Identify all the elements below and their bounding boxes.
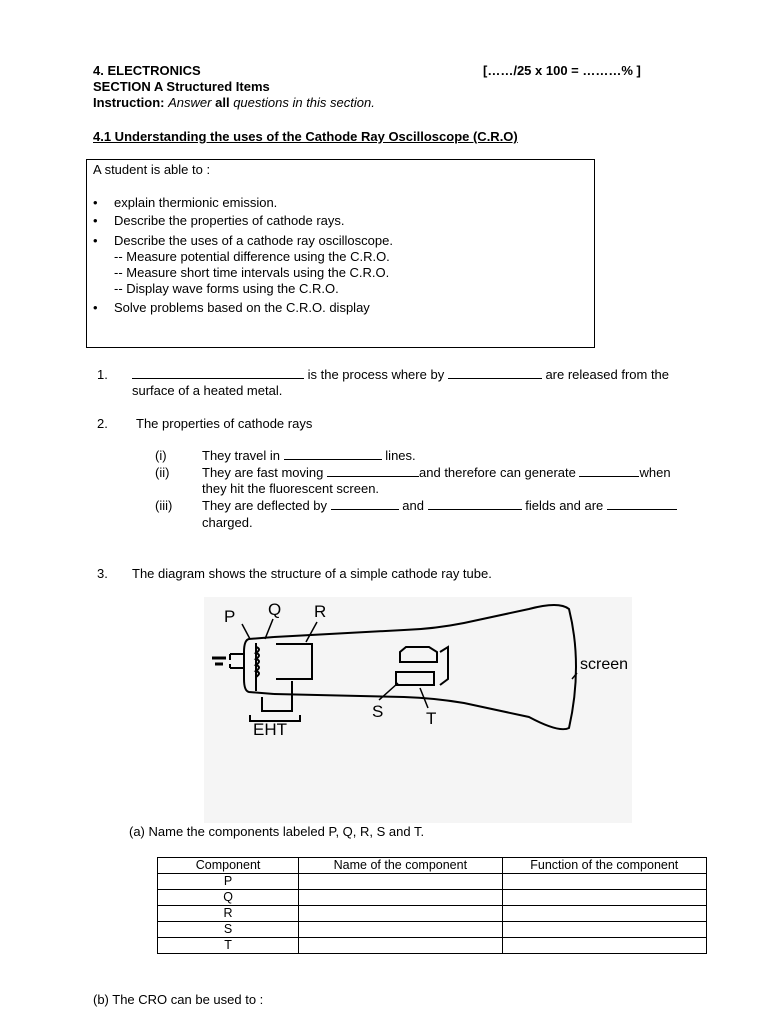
label-p: P [224,607,236,626]
q2-item-iii [202,498,677,513]
label-s: S [372,702,384,721]
q3-part-b: (b) The CRO can be used to : [93,992,264,1007]
instruction-text-1: Answer [168,95,212,110]
q2-iii-text-c: fields and are [525,498,604,513]
deflection-plate-top [400,647,437,662]
leader-p [242,624,250,639]
topic-heading: 4.1 Understanding the uses of the Cathode Ray Oscilloscope (C.R.O) [93,129,518,144]
answer-cell[interactable] [502,890,706,906]
instruction-label: Instruction: [93,95,165,110]
q2-stem: The properties of cathode rays [136,416,313,431]
q3-number: 3. [97,566,108,581]
answer-blank[interactable] [448,367,542,379]
table-header: Function of the component [502,858,706,874]
anode-cylinder [276,644,312,679]
objectives-box [86,159,595,348]
battery-icon [212,658,226,664]
instruction-text-2: questions in this section. [233,95,375,110]
bullet-dot: • [93,213,98,228]
objective-item: Solve problems based on the C.R.O. display [114,300,370,315]
label-screen: screen [580,656,629,673]
instruction-bold: all [215,95,230,110]
q2-item-label: (ii) [155,465,170,480]
answer-blank[interactable] [428,498,522,510]
leader-q [265,619,273,639]
cathode-ray-tube-diagram [204,597,632,823]
label-q: Q [268,600,282,619]
answer-blank[interactable] [607,498,677,510]
bullet-dot: • [93,233,98,248]
answer-blank[interactable] [579,465,639,477]
table-row [158,938,707,954]
q2-ii-text-b: and therefore can generate [419,465,576,480]
objectives-intro: A student is able to : [93,162,211,177]
answer-cell[interactable] [299,906,502,922]
table-row [158,890,707,906]
leader-r [306,622,317,642]
q2-item-label: (iii) [155,498,173,513]
component-cell: T [158,938,299,954]
score-box: [……/25 x 100 = ………% ] [483,63,641,78]
answer-cell[interactable] [299,874,502,890]
q2-iii-text-d: charged. [202,515,253,530]
component-cell: P [158,874,299,890]
component-table [157,857,707,954]
answer-cell[interactable] [502,938,706,954]
q1-text-c: surface of a heated metal. [132,383,283,398]
answer-blank[interactable] [331,498,399,510]
objective-item: Describe the properties of cathode rays. [114,213,345,228]
q1-line [132,367,669,382]
answer-cell[interactable] [502,906,706,922]
q2-ii-text-d: they hit the fluorescent screen. [202,481,380,496]
answer-cell[interactable] [299,890,502,906]
component-cell: S [158,922,299,938]
label-eht: EHT [253,720,287,739]
q2-item-label: (i) [155,448,167,463]
answer-blank[interactable] [132,367,304,379]
q3-stem: The diagram shows the structure of a simple cathode ray tube. [132,566,492,581]
answer-cell[interactable] [502,874,706,890]
q2-number: 2. [97,416,108,431]
q2-i-text-b: lines. [385,448,416,463]
q2-iii-text-b: and [402,498,424,513]
objective-item: Describe the uses of a cathode ray oscilloscope. [114,233,393,248]
q1-text-a: is the process where by [307,367,445,382]
deflection-plate-bottom [396,672,434,685]
q1-text-b: are released from the [545,367,670,382]
table-header-row [158,858,707,874]
q2-i-text-a: They travel in [202,448,281,463]
answer-cell[interactable] [502,922,706,938]
bullet-dot: • [93,300,98,315]
filament-wires [230,654,244,668]
table-header: Component [158,858,299,874]
unit-title: 4. ELECTRONICS [93,63,201,78]
q3-part-a: (a) Name the components labeled P, Q, R, S and T. [129,824,425,839]
tube-lower-wall [274,667,576,729]
table-header: Name of the component [299,858,502,874]
crt-drawing [204,597,632,823]
answer-cell[interactable] [299,922,502,938]
label-t: T [426,709,437,728]
component-cell: Q [158,890,299,906]
q2-ii-text-a: They are fast moving [202,465,324,480]
table-row [158,874,707,890]
instruction-line [93,95,375,110]
objective-subitem: -- Measure short time intervals using the C.R.O. [114,265,390,280]
table-row [158,922,707,938]
answer-cell[interactable] [299,938,502,954]
answer-blank[interactable] [284,448,382,460]
component-cell: R [158,906,299,922]
objective-item: explain thermionic emission. [114,195,278,210]
table-row [158,906,707,922]
bullet-dot: • [93,195,98,210]
q2-iii-text-a: They are deflected by [202,498,328,513]
section-title: SECTION A Structured Items [93,79,270,94]
q2-ii-text-c: when [639,465,671,480]
objective-subitem: -- Measure potential difference using the C.R.O. [114,249,390,264]
eht-wire [262,681,292,711]
q2-item-i [202,448,416,463]
q1-number: 1. [97,367,108,382]
q2-item-ii [202,465,671,480]
label-r: R [314,602,327,621]
answer-blank[interactable] [327,465,419,477]
objective-subitem: -- Display wave forms using the C.R.O. [114,281,339,296]
deflection-plate-side [440,647,448,685]
